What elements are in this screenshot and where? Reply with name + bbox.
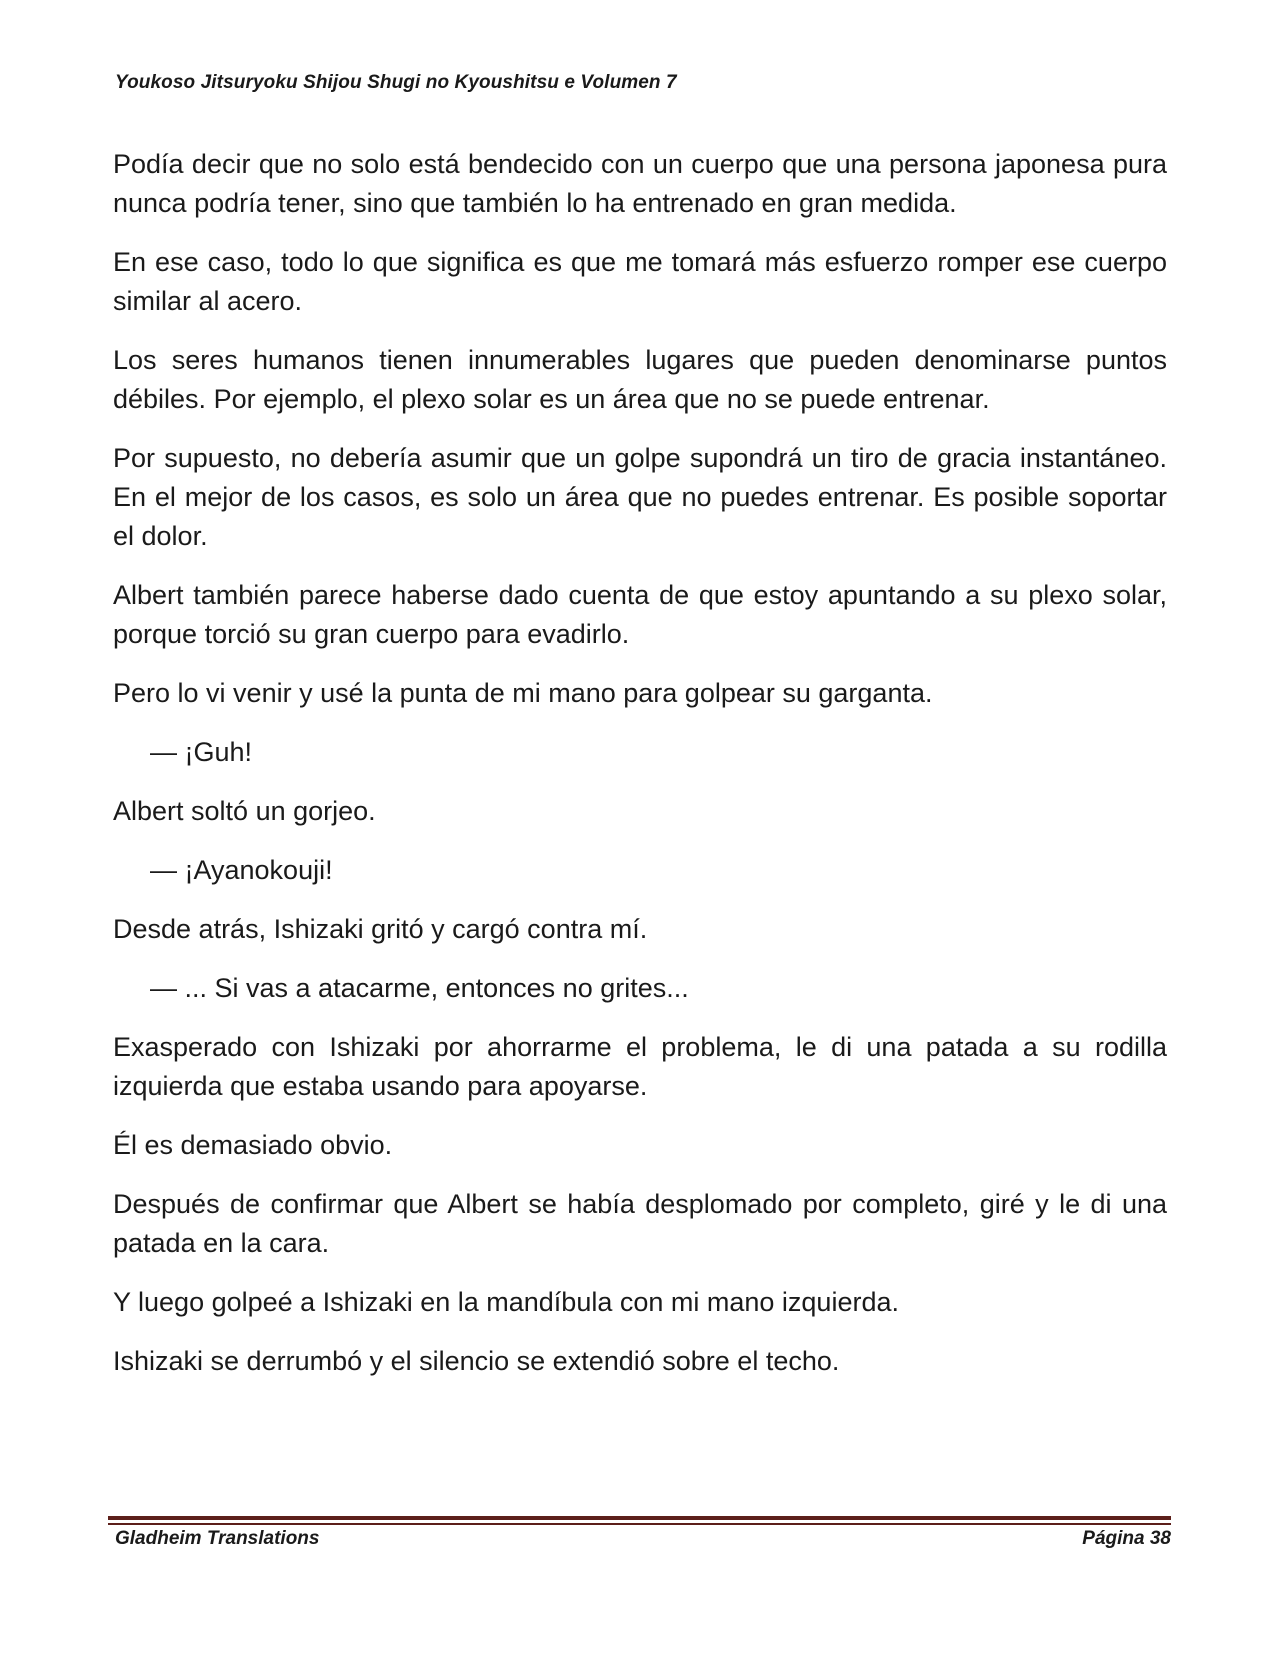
body-text [113, 145, 1167, 1401]
footer-divider-thick [108, 1516, 1171, 1520]
dialogue-line: — ¡Ayanokouji! [150, 855, 333, 885]
paragraph: Y luego golpeé a Ishizaki en la mandíbula con mi mano izquierda. [113, 1287, 899, 1317]
paragraph: Albert soltó un gorjeo. [113, 796, 376, 826]
footer-page-number: Página 38 [1082, 1528, 1171, 1549]
paragraph: Él es demasiado obvio. [113, 1130, 393, 1160]
paragraph: Los seres humanos tienen innumerables lugares que pueden denominarse puntos débiles. Por ejemplo, el plexo solar es un área que no se puede entrenar. [113, 345, 1167, 414]
footer-divider-thin [108, 1523, 1171, 1525]
paragraph: Pero lo vi venir y usé la punta de mi mano para golpear su garganta. [113, 678, 933, 708]
footer-divider [108, 1516, 1171, 1527]
paragraph: Ishizaki se derrumbó y el silencio se extendió sobre el techo. [113, 1346, 840, 1376]
paragraph: Podía decir que no solo está bendecido con un cuerpo que una persona japonesa pura nunca podría tener, sino que también lo ha entrenado en gran medida. [113, 149, 1167, 218]
paragraph: Exasperado con Ishizaki por ahorrarme el problema, le di una patada a su rodilla izquierda que estaba usando para apoyarse. [113, 1032, 1167, 1101]
paragraph: Albert también parece haberse dado cuenta de que estoy apuntando a su plexo solar, porque torció su gran cuerpo para evadirlo. [113, 580, 1167, 649]
page-header-title: Youkoso Jitsuryoku Shijou Shugi no Kyoushitsu e Volumen 7 [115, 72, 677, 93]
paragraph: En ese caso, todo lo que significa es que me tomará más esfuerzo romper ese cuerpo similar al acero. [113, 247, 1167, 316]
paragraph: Después de confirmar que Albert se había desplomado por completo, giré y le di una patada en la cara. [113, 1189, 1167, 1258]
paragraph: Desde atrás, Ishizaki gritó y cargó contra mí. [113, 914, 648, 944]
dialogue-line: — ¡Guh! [150, 737, 253, 767]
paragraph: Por supuesto, no debería asumir que un golpe supondrá un tiro de gracia instantáneo. En el mejor de los casos, es solo un área que no puedes entrenar. Es posible soportar el dolor. [113, 443, 1167, 551]
dialogue-line: — ... Si vas a atacarme, entonces no grites... [150, 973, 689, 1003]
footer-publisher: Gladheim Translations [115, 1528, 320, 1549]
